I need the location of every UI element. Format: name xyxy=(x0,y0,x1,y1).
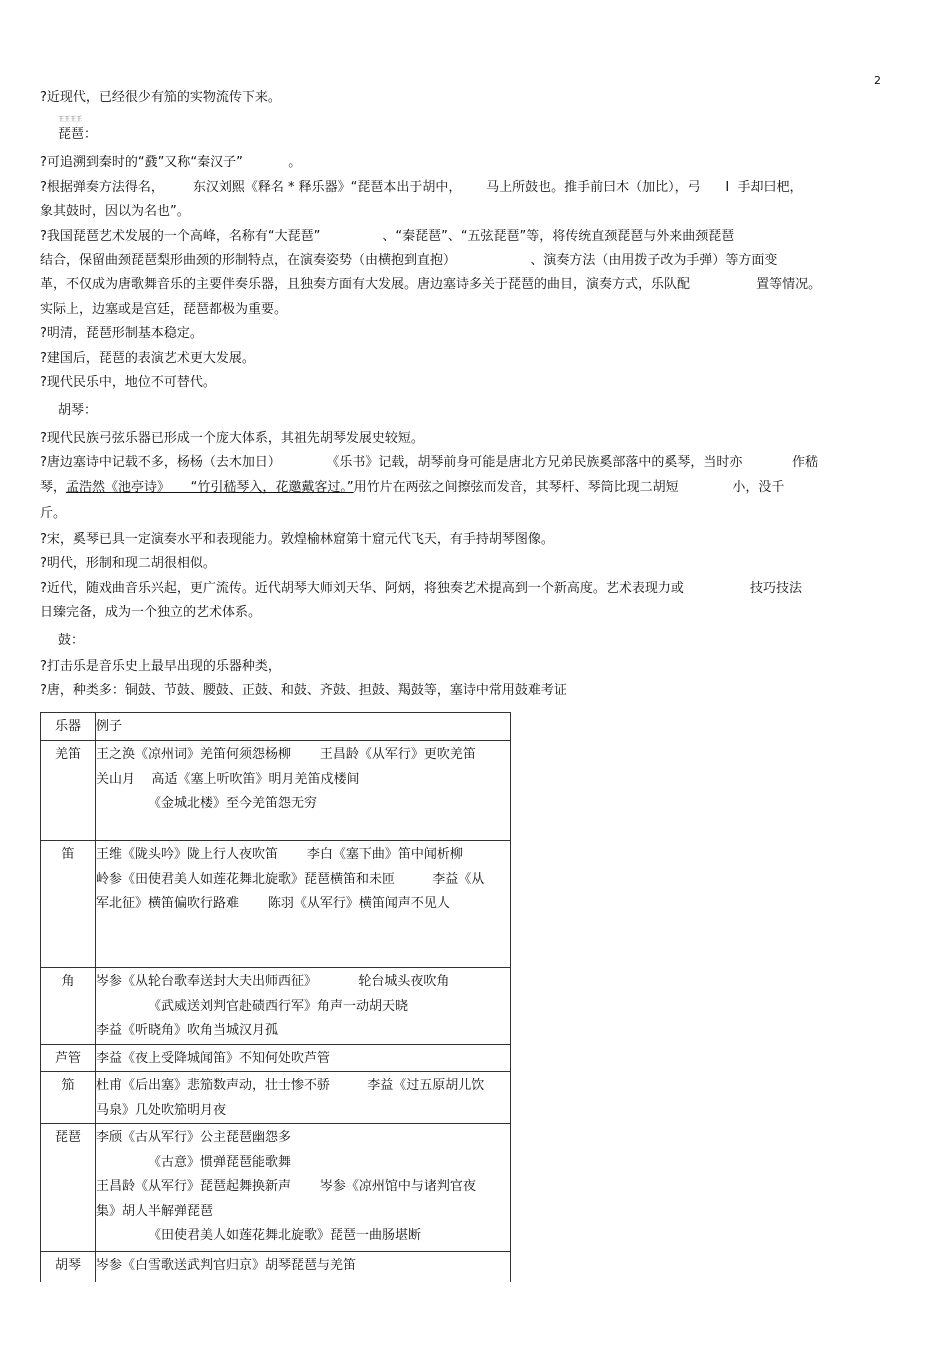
example-line: 李益《夜上受降城闻笛》不知何处吹芦管 xyxy=(96,1050,331,1066)
paragraph-line: 日臻完备，成为一个独立的艺术体系。 xyxy=(40,605,262,620)
instrument-cell: 琵琶 xyxy=(41,1124,96,1252)
instrument-cell: 笳 xyxy=(41,1072,96,1124)
paragraph-line: ?宋，奚琴已具一定演奏水平和表现能力。敦煌榆林窟第十窟元代飞天，有手持胡琴图像。 xyxy=(40,532,554,547)
header-instrument: 乐器 xyxy=(41,713,96,741)
paragraph-line: ?根据弹奏方法得名， 东汉刘熙《释名 * 释乐器》“琵琶本出于胡中， 马上所鼓也。推手前曰木（加比），弓 I 手却曰杷， xyxy=(40,180,803,195)
example-line: 关山月 高适《塞上听吹笛》明月羌笛戍楼间 xyxy=(96,771,360,787)
example-line: 马泉》几处吹笳明月夜 xyxy=(96,1102,227,1118)
paragraph-line: ?唐，种类多：铜鼓、节鼓、腰鼓、正鼓、和鼓、齐鼓、担鼓、羯鼓等，塞诗中常用鼓难考证 xyxy=(40,683,567,698)
example-line: 王之涣《凉州词》羌笛何须怨杨柳 王昌龄《从军行》更吹羌笛 xyxy=(96,747,476,762)
paragraph-line: ?现代民乐中，地位不可替代。 xyxy=(40,375,216,390)
instrument-cell: 笛 xyxy=(41,841,96,968)
paragraph-line xyxy=(40,480,784,496)
examples-cell xyxy=(96,1252,511,1282)
paragraph-line: 结合，保留曲颈琵琶梨形曲颈的形制特点，在演奏姿势（由横抱到直抱） 、演奏方法（由用拨子改为手弹）等方面变 xyxy=(40,253,778,268)
example-line: 李益《听晓角》吹角当城汉月孤 xyxy=(96,1023,279,1038)
paragraph-line: ?建国后，琵琶的表演艺术更大发展。 xyxy=(40,351,255,366)
example-line: 《金城北楼》至今羌笛怨无穷 xyxy=(148,796,318,811)
example-line: 王昌龄《从军行》琵琶起舞换新声 岑参《凉州馆中与诸判官夜 xyxy=(96,1179,476,1194)
examples-cell xyxy=(96,841,511,968)
small-mark: 王王王王 xyxy=(58,116,83,123)
example-line: 《武威送刘判官赴碛西行军》角声一动胡天晓 xyxy=(148,998,409,1014)
paragraph-line: ?我国琵琶艺术发展的一个高峰，名称有“大琵琶” 、“秦琵琶”、“五弦琵琶”等，将传统直颈琵琶与外来曲颈琵琶 xyxy=(40,229,735,244)
example-line: 李颀《古从军行》公主琵琶幽怨多 xyxy=(96,1130,292,1145)
example-line: 《古意》惯弹琵琶能歌舞 xyxy=(148,1154,292,1170)
paragraph-line: 象其鼓时，因以为名也”。 xyxy=(40,204,190,219)
example-line: 王维《陇头吟》陇上行人夜吹笛 李白《塞下曲》笛中闻析柳 xyxy=(96,847,463,862)
section-heading-pipa: 琵琶： xyxy=(58,127,98,142)
example-line: 岭参《田使君美人如莲花舞北旋歌》琵琶横笛和未匝 李益《从 xyxy=(96,871,485,887)
instrument-cell: 羌笛 xyxy=(41,741,96,841)
instrument-cell: 胡琴 xyxy=(41,1252,96,1282)
examples-cell xyxy=(96,1044,511,1072)
table-row xyxy=(41,841,511,968)
examples-cell xyxy=(96,741,511,841)
table-row xyxy=(41,1124,511,1252)
paragraph-line: ?明代，形制和现二胡很相似。 xyxy=(40,556,216,571)
table-body xyxy=(41,713,511,1282)
examples-cell xyxy=(96,1124,511,1252)
example-line: 岑参《白雪歌送武判官归京》胡琴琵琶与羌笛 xyxy=(96,1258,357,1273)
instrument-examples-table xyxy=(40,712,511,1282)
paragraph-line: 斤。 xyxy=(40,506,67,521)
paragraph-line: ?明清，琵琶形制基本稳定。 xyxy=(40,326,203,341)
example-line: 军北征》横笛偏吹行路难 陈羽《从军行》横笛闻声不见人 xyxy=(96,896,450,911)
examples-cell xyxy=(96,968,511,1045)
text-run: 用竹片在两弦之间擦弦而发音，其琴杆、琴筒比现二胡短 小，没千 xyxy=(353,480,785,495)
example-line: 岑参《从轮台歌奉送封大夫出师西征》 轮台城头夜吹角 xyxy=(96,974,450,989)
example-line: 《田使君美人如莲花舞北旋歌》琵琶一曲肠堪断 xyxy=(148,1228,422,1243)
table-row xyxy=(41,968,511,1045)
header-examples: 例子 xyxy=(96,713,511,741)
examples-cell xyxy=(96,1072,511,1124)
section-heading-drum: 鼓： xyxy=(58,633,85,648)
instrument-cell: 角 xyxy=(41,968,96,1045)
table-row xyxy=(41,741,511,841)
table-header-row xyxy=(41,713,511,741)
page-number: 2 xyxy=(874,74,881,87)
table-row xyxy=(41,1252,511,1282)
paragraph-line: ?近现代，已经很少有笳的实物流传下来。 xyxy=(40,90,281,105)
paragraph-line: ?打击乐是音乐史上最早出现的乐器种类， xyxy=(40,659,281,674)
example-line: 杜甫《后出塞》悲笳数声动，壮士惨不骄 李益《过五原胡儿饮 xyxy=(96,1078,485,1093)
paragraph-line: 实际上，边塞或是宫廷，琵琶都极为重要。 xyxy=(40,302,288,317)
paragraph-line: ?近代，随戏曲音乐兴起，更广流传。近代胡琴大师刘天华、阿炳，将独奏艺术提高到一个新高度。艺术表现力或 技巧技法 xyxy=(40,581,803,596)
paragraph-line: ?现代民族弓弦乐器已形成一个庞大体系，其祖先胡琴发展史较短。 xyxy=(40,431,424,446)
table-row xyxy=(41,1072,511,1124)
table-row xyxy=(41,1044,511,1072)
instrument-cell: 芦管 xyxy=(41,1044,96,1072)
paragraph-line: ?唐边塞诗中记载不多，杨杨（去木加日） 《乐书》记载，胡琴前身可能是唐北方兄弟民族奚部落中的奚琴，当时亦 作嵇 xyxy=(40,455,818,470)
section-heading-huqin: 胡琴： xyxy=(58,403,98,418)
text-run: 琴， xyxy=(40,480,67,495)
paragraph-line: ?可追溯到秦时的“鼗”又称“秦汉子” 。 xyxy=(40,155,302,170)
paragraph-line: 革，不仅成为唐歌舞音乐的主要伴奏乐器，且独奏方面有大发展。唐边塞诗多关于琵琶的曲目，演奏方式，乐队配 置等情况。 xyxy=(40,277,822,292)
example-line: 集》胡人半解弹琵琶 xyxy=(96,1203,214,1219)
underlined-quote: 孟浩然《池亭诗》 “竹引嵇琴入，花邀戴客过。” xyxy=(66,480,354,495)
